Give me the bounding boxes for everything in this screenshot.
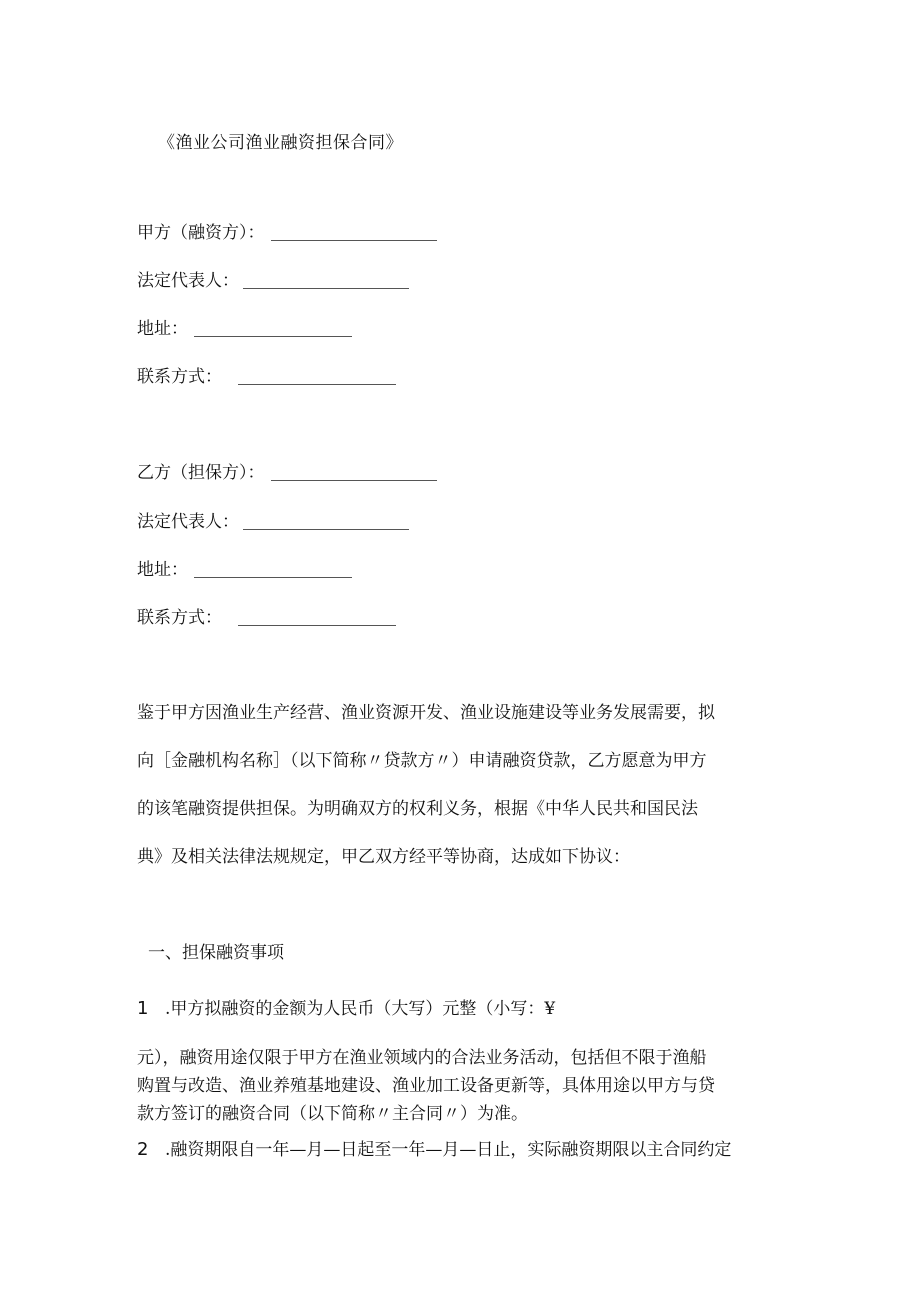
- party-b-rep-label: 法定代表人：: [137, 512, 239, 532]
- preamble-line-4: 典》及相关法律法规规定，甲乙双方经平等协商，达成如下协议：: [137, 847, 630, 867]
- party-b-heading: 乙方（担保方）：: [137, 463, 265, 483]
- party-b-contact-label: 联系方式：: [137, 608, 222, 628]
- party-b-addr-row: [137, 555, 352, 580]
- party-a-blank[interactable]: [271, 239, 437, 241]
- party-b-heading-row: [137, 458, 437, 483]
- party-a-contact-blank[interactable]: [238, 383, 396, 385]
- party-a-heading-row: [137, 218, 437, 243]
- item-1-line-2: 元），融资用途仅限于甲方在渔业领域内的合法业务活动，包括但不限于渔船: [137, 1048, 707, 1068]
- party-a-heading: 甲方（融资方）：: [137, 223, 265, 243]
- party-a-addr-row: [137, 314, 352, 339]
- party-b-blank[interactable]: [271, 479, 437, 481]
- party-b-rep-row: [137, 507, 409, 532]
- party-a-addr-blank[interactable]: [194, 335, 352, 337]
- item-1-line-1: [137, 994, 555, 1019]
- item-2-number: 2: [137, 1139, 149, 1160]
- party-a-rep-blank[interactable]: [243, 287, 409, 289]
- item-2-text: .融资期限自一年—月—日起至一年—月—日止，实际融资期限以主合同约定: [165, 1140, 732, 1160]
- party-b-rep-blank[interactable]: [243, 528, 409, 530]
- party-a-rep-label: 法定代表人：: [137, 271, 239, 291]
- party-b-contact-blank[interactable]: [238, 624, 396, 626]
- party-a-contact-label: 联系方式：: [137, 367, 222, 387]
- party-b-contact-row: [137, 603, 396, 628]
- preamble-line-3: 的该笔融资提供担保。为明确双方的权利义务，根据《中华人民共和国民法: [137, 799, 698, 819]
- party-b-addr-label: 地址：: [137, 560, 188, 580]
- contract-title: 《渔业公司渔业融资担保合同》: [158, 133, 403, 153]
- preamble-line-1: 鉴于甲方因渔业生产经营、渔业资源开发、渔业设施建设等业务发展需要，拟: [137, 703, 715, 723]
- item-2-line-1: [137, 1135, 731, 1160]
- preamble-line-2: 向［金融机构名称］（以下简称〃贷款方〃）申请融资贷款，乙方愿意为甲方: [137, 751, 707, 771]
- party-b-addr-blank[interactable]: [194, 576, 352, 578]
- party-a-rep-row: [137, 266, 409, 291]
- item-1-line-3: 购置与改造、渔业养殖基地建设、渔业加工设备更新等，具体用途以甲方与贷: [137, 1076, 715, 1096]
- section-1-title: 一、担保融资事项: [148, 943, 284, 963]
- item-1-number: 1: [137, 998, 149, 1019]
- item-1-line-4: 款方签订的融资合同（以下简称〃主合同〃）为准。: [137, 1104, 528, 1124]
- party-a-addr-label: 地址：: [137, 319, 188, 339]
- item-1-text: .甲方拟融资的金额为人民币（大写）元整（小写：¥: [165, 999, 556, 1019]
- party-a-contact-row: [137, 362, 396, 387]
